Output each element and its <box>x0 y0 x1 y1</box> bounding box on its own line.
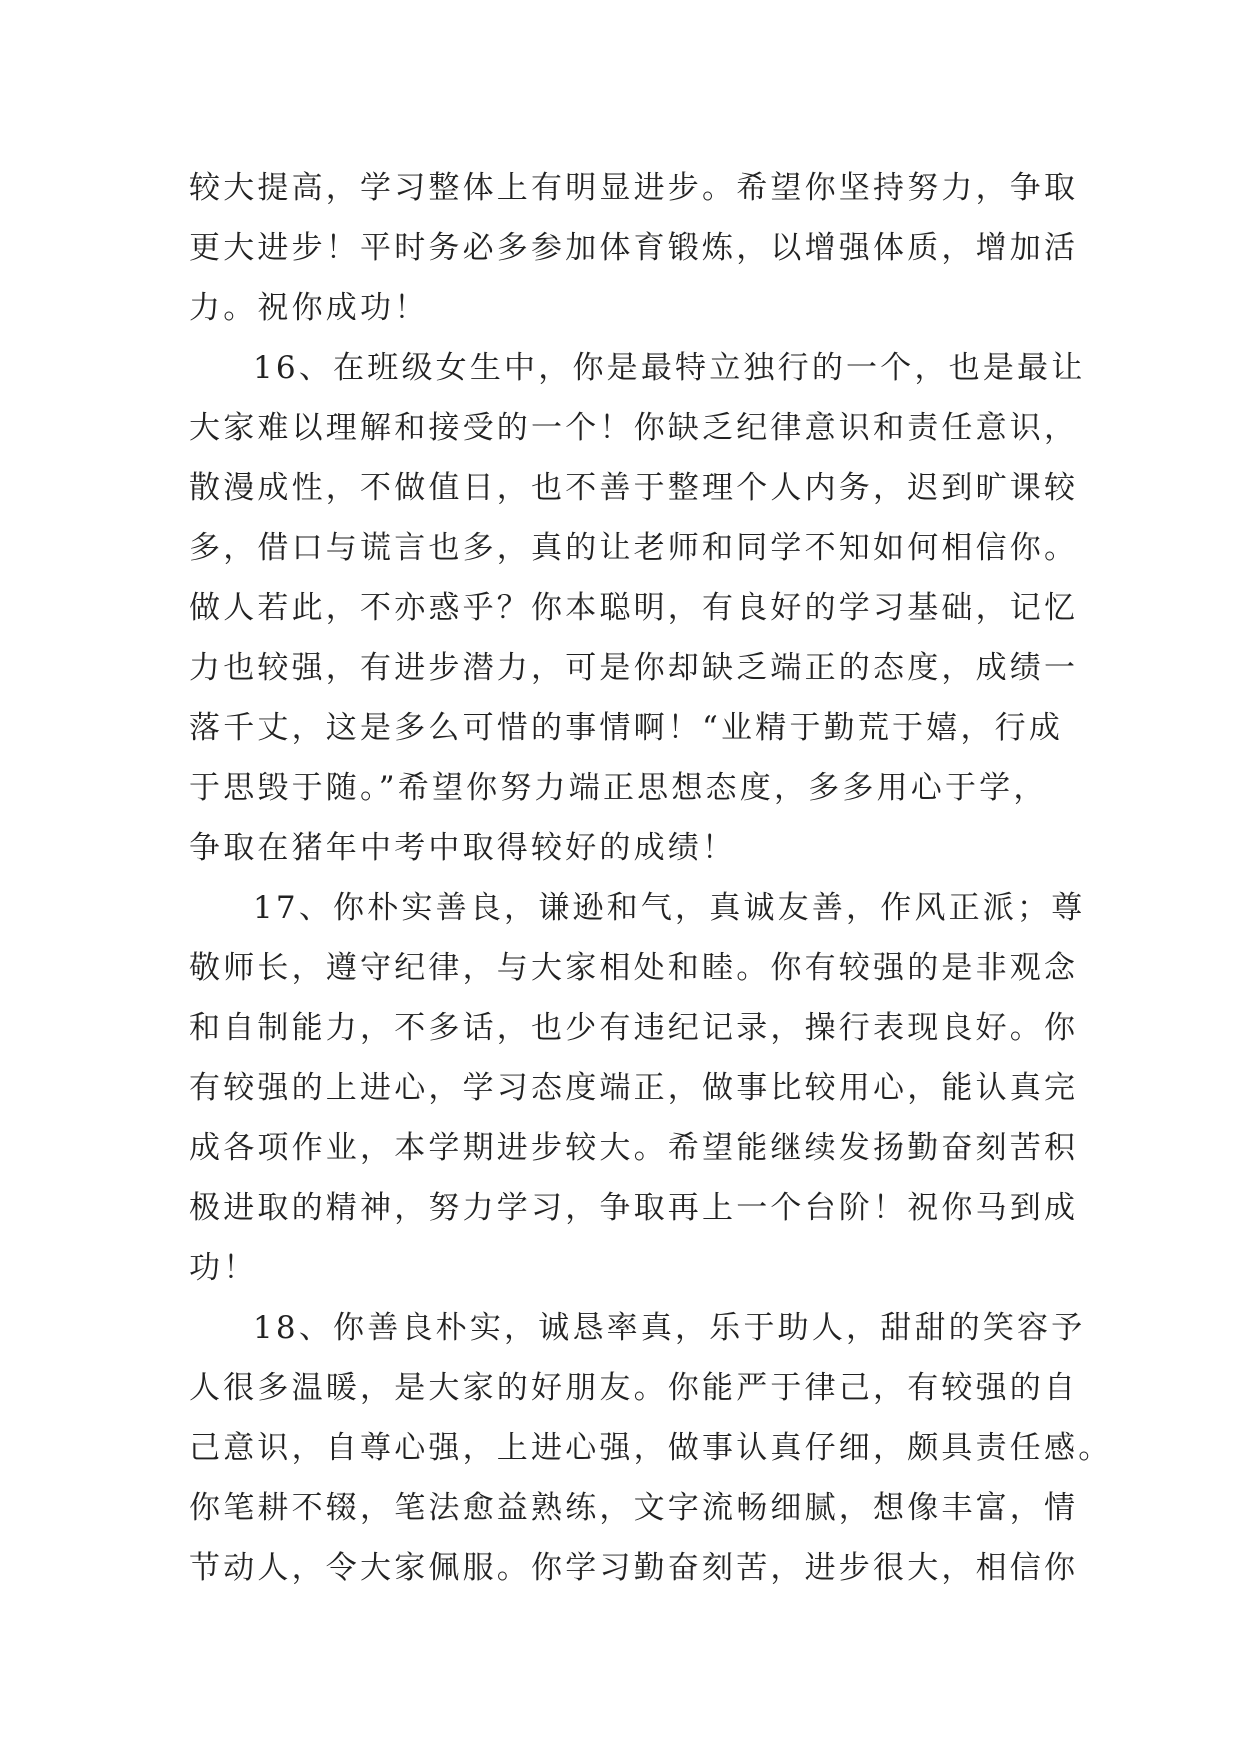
text-line: 人很多温暖，是大家的好朋友。你能严于律己，有较强的自 <box>189 1370 1079 1406</box>
text-line: 功！ <box>189 1250 258 1286</box>
text-line: 和自制能力，不多话，也少有违纪记录，操行表现良好。你 <box>189 1010 1079 1046</box>
text-line: 做人若此，不亦惑乎？你本聪明，有良好的学习基础，记忆 <box>189 590 1079 626</box>
text-line: 多，借口与谎言也多，真的让老师和同学不知如何相信你。 <box>189 530 1079 566</box>
paragraph-16-first-line: 16、在班级女生中，你是最特立独行的一个，也是最让 <box>253 350 1086 386</box>
text-line: 于思毁于随。”希望你努力端正思想态度，多多用心于学， <box>189 770 1048 806</box>
text-line: 大家难以理解和接受的一个！你缺乏纪律意识和责任意识， <box>189 410 1079 446</box>
text-line: 落千丈，这是多么可惜的事情啊！“业精于勤荒于嬉，行成 <box>189 710 1064 746</box>
paragraph-17-first-line: 17、你朴实善良，谦逊和气，真诚友善，作风正派；尊 <box>253 890 1086 926</box>
text-line: 争取在猪年中考中取得较好的成绩！ <box>189 830 737 866</box>
text-line: 较大提高，学习整体上有明显进步。希望你坚持努力，争取 <box>189 170 1079 206</box>
text-line: 敬师长，遵守纪律，与大家相处和睦。你有较强的是非观念 <box>189 950 1079 986</box>
text-line: 散漫成性，不做值日，也不善于整理个人内务，迟到旷课较 <box>189 470 1079 506</box>
text-line: 节动人，令大家佩服。你学习勤奋刻苦，进步很大，相信你 <box>189 1550 1079 1586</box>
paragraph-18-first-line: 18、你善良朴实，诚恳率真，乐于助人，甜甜的笑容予 <box>253 1310 1086 1346</box>
text-line: 力也较强，有进步潜力，可是你却缺乏端正的态度，成绩一 <box>189 650 1079 686</box>
text-line: 己意识，自尊心强，上进心强，做事认真仔细，颇具责任感。 <box>189 1430 1113 1466</box>
text-line: 成各项作业，本学期进步较大。希望能继续发扬勤奋刻苦积 <box>189 1130 1079 1166</box>
text-line: 力。祝你成功！ <box>189 290 429 326</box>
document-body <box>189 158 1113 1598</box>
text-line: 极进取的精神，努力学习，争取再上一个台阶！祝你马到成 <box>189 1190 1079 1226</box>
text-line: 更大进步！平时务必多参加体育锻炼，以增强体质，增加活 <box>189 230 1079 266</box>
text-line: 有较强的上进心，学习态度端正，做事比较用心，能认真完 <box>189 1070 1079 1106</box>
text-line: 你笔耕不辍，笔法愈益熟练，文字流畅细腻，想像丰富，情 <box>189 1490 1079 1526</box>
